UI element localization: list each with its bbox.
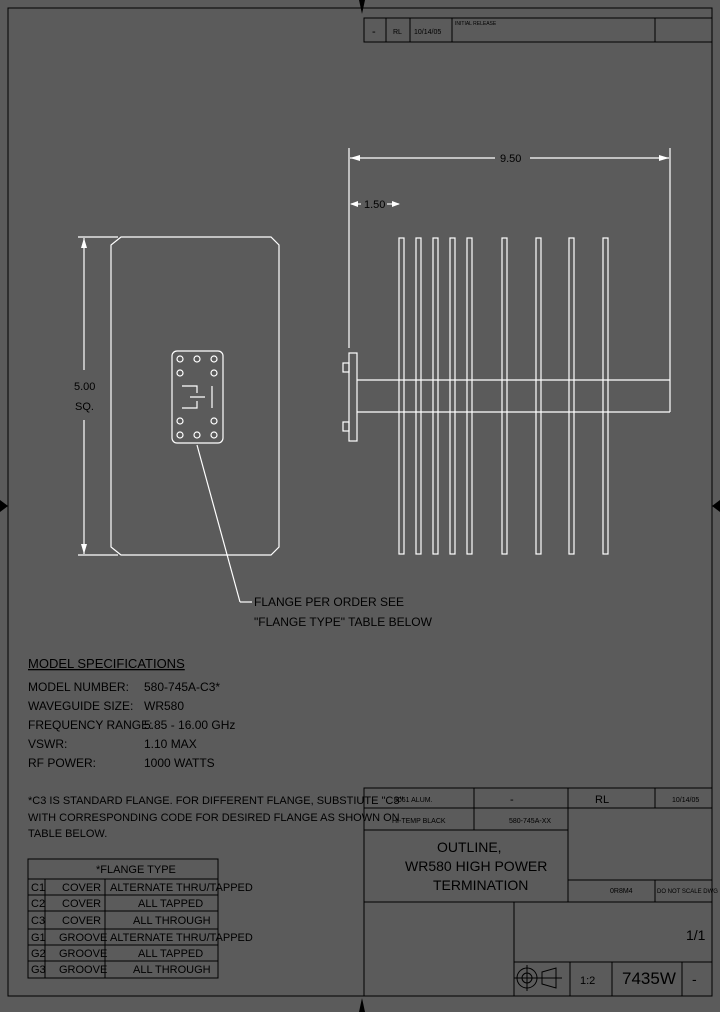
square-size-label: 5.00	[74, 381, 96, 393]
flange-mount: ALL THROUGH	[133, 915, 211, 927]
model-specifications	[28, 656, 235, 770]
side-view	[343, 238, 670, 554]
cooling-fin	[536, 238, 541, 554]
flange-note	[28, 795, 403, 840]
rev-by: RL	[393, 29, 402, 36]
flange-type: COVER	[62, 915, 102, 927]
cooling-fins	[399, 238, 608, 554]
callout-line2: "FLANGE TYPE" TABLE BELOW	[254, 615, 432, 629]
finish: HI-TEMP BLACK	[392, 818, 446, 825]
spec-label-1: WAVEGUIDE SIZE:	[28, 699, 134, 713]
spec-value-1: WR580	[144, 699, 185, 713]
spec-value-4: 1000 WATTS	[144, 756, 215, 770]
overall-length-label: 9.50	[500, 153, 522, 165]
spec-value-0: 580-745A-C3*	[144, 680, 221, 694]
flange-code: G1	[31, 932, 46, 944]
scale: 1:2	[580, 975, 596, 987]
flange-table-row	[31, 948, 203, 960]
flange-type: COVER	[62, 898, 102, 910]
flange-code: C3	[31, 915, 46, 927]
third-angle-projection-icon	[514, 965, 562, 991]
right-center-mark	[712, 500, 720, 512]
spec-value-2: 5.85 - 16.00 GHz	[144, 718, 236, 732]
flange-mount: ALL TAPPED	[138, 898, 204, 910]
cooling-fin	[502, 238, 507, 554]
flange-mount: ALL THROUGH	[133, 964, 211, 976]
spec-heading: MODEL SPECIFICATIONS	[28, 656, 185, 671]
flange-code: C1	[31, 882, 46, 894]
flange-table-row	[31, 915, 211, 927]
flange-mount: ALL TAPPED	[138, 948, 204, 960]
cooling-fin	[603, 238, 608, 554]
title-line1: OUTLINE,	[437, 839, 502, 855]
drawn-date: 10/14/05	[672, 797, 700, 804]
flange-mount: ALTERNATE THRU/TAPPED	[110, 932, 253, 944]
bottom-center-mark	[359, 998, 365, 1012]
cooling-fin	[450, 238, 455, 554]
title-line2: WR580 HIGH POWER	[405, 858, 548, 874]
scale-note: DO NOT SCALE DWG	[657, 889, 718, 895]
flange-offset-label: 1.50	[364, 199, 386, 211]
callout-line1: FLANGE PER ORDER SEE	[254, 595, 405, 609]
flange-type: GROOVE	[59, 932, 108, 944]
note-line1: *C3 IS STANDARD FLANGE. FOR DIFFERENT FLANGE, SUBSTIUTE "C3"	[28, 795, 404, 807]
rev-value: -	[372, 26, 376, 38]
title-block	[364, 788, 718, 996]
rev-date: 10/14/05	[414, 29, 442, 36]
flange-table-row	[31, 882, 253, 894]
waveguide-port-icon	[182, 386, 212, 408]
flange-type: COVER	[62, 882, 102, 894]
cooling-fin	[399, 238, 404, 554]
material-dash: -	[510, 794, 514, 806]
flange-callout	[197, 445, 433, 629]
flange-type-table	[28, 859, 253, 978]
cooling-fin	[433, 238, 438, 554]
left-center-mark	[0, 500, 8, 512]
cooling-fin	[416, 238, 421, 554]
flange-type: GROOVE	[59, 948, 108, 960]
flange-mount: ALTERNATE THRU/TAPPED	[110, 882, 253, 894]
flange-code: C2	[31, 898, 46, 910]
spec-value-3: 1.10 MAX	[144, 737, 197, 751]
dimension-overall-length	[349, 148, 670, 412]
spec-label-2: FREQUENCY RANGE:	[28, 718, 153, 732]
drawn-by: RL	[595, 794, 610, 806]
revision-block	[364, 18, 712, 42]
drawing-rev: -	[692, 971, 697, 987]
dimension-flange-offset	[350, 199, 400, 211]
part-number: 580-745A-XX	[509, 818, 552, 825]
spec-label-4: RF POWER:	[28, 756, 96, 770]
top-center-mark	[359, 0, 365, 14]
spec-label-0: MODEL NUMBER:	[28, 680, 129, 694]
note-line2: WITH CORRESPONDING CODE FOR DESIRED FLANGE AS SHOWN ON	[28, 812, 400, 824]
front-view	[111, 237, 279, 555]
cage-code: 0R8M4	[610, 888, 633, 895]
flange-code: G3	[31, 964, 46, 976]
flange-table-row	[31, 898, 203, 910]
square-label: SQ.	[75, 401, 94, 413]
rev-description: INITIAL RELEASE	[455, 21, 497, 27]
drawing-number: 7435W	[622, 969, 676, 988]
material: 6061 ALUM.	[394, 797, 433, 804]
cooling-fin	[467, 238, 472, 554]
flange-code: G2	[31, 948, 46, 960]
side-flange	[349, 353, 357, 441]
spec-label-3: VSWR:	[28, 737, 68, 751]
flange-table-row	[31, 932, 253, 944]
sheet-number: 1/1	[686, 927, 706, 943]
flange-table-title: *FLANGE TYPE	[96, 864, 176, 876]
note-line3: TABLE BELOW.	[28, 828, 108, 840]
flange-table-row	[31, 964, 211, 976]
flange-type: GROOVE	[59, 964, 108, 976]
cooling-fin	[569, 238, 574, 554]
title-line3: TERMINATION	[433, 877, 529, 893]
